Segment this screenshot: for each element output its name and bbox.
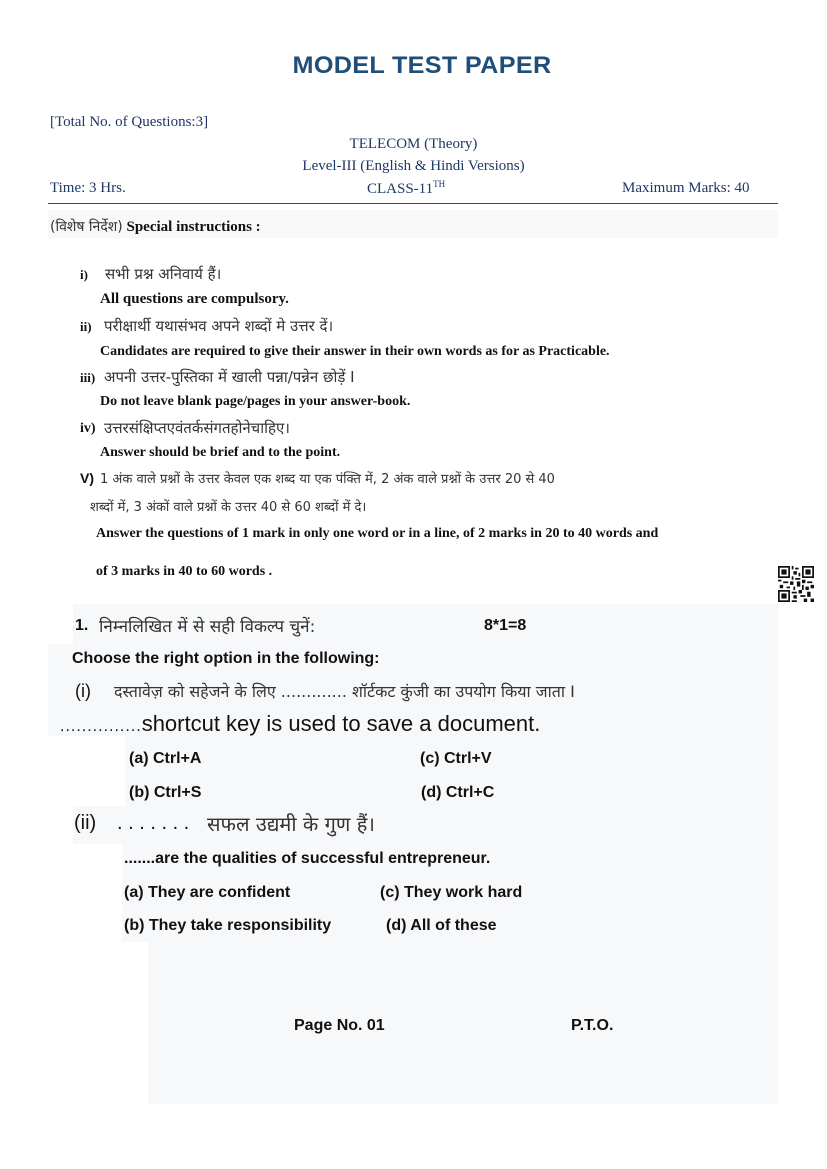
instruction-3-english: Do not leave blank page/pages in your answer-book.	[100, 394, 411, 409]
part-i-option-b: (b) Ctrl+S	[129, 784, 202, 801]
instruction-3-hindi: अपनी उत्तर-पुस्तिका में खाली पन्ना/पन्नेन छोड़ें I	[104, 368, 355, 386]
part-i-option-d: (d) Ctrl+C	[421, 784, 495, 801]
part-i-number: (i)	[75, 681, 91, 701]
part-i-english-text: shortcut key is used to save a document.	[141, 711, 541, 736]
instruction-5-english-line1: Answer the questions of 1 mark in only one word or in a line, of 2 marks in 20 to 40 words and	[96, 526, 659, 541]
part-ii-option-c: (c) They work hard	[380, 884, 523, 901]
instruction-5-english-line2: of 3 marks in 40 to 60 words .	[96, 564, 273, 579]
footer-shade	[148, 942, 778, 1104]
level: Level-III (English & Hindi Versions)	[302, 158, 525, 174]
question-1-english: Choose the right option in the following:	[72, 650, 380, 667]
question-1-hindi: निम्नलिखित में से सही विकल्प चुनें:	[99, 617, 316, 637]
instruction-4-hindi: उत्तरसंक्षिप्तएवंतर्कसंगतहोनेचाहिए।	[104, 419, 290, 437]
part-i-english	[60, 711, 540, 737]
instruction-3-num: iii)	[80, 370, 96, 385]
instructions-heading-hindi: (विशेष निर्देश)	[50, 219, 123, 235]
part-ii-hindi: सफल उद्यमी के गुण हैं।	[207, 812, 375, 836]
instruction-2-english: Candidates are required to give their answer in their own words as for as Practicable.	[100, 344, 610, 359]
page-number: Page No. 01	[294, 1017, 385, 1034]
question-1-marks: 8*1=8	[484, 617, 527, 634]
part-ii-number: (ii)	[74, 812, 97, 834]
instruction-5-hindi-line1: 1 अंक वाले प्रश्नों के उत्तर केवल एक शब्द या एक पंक्ति में, 2 अंक वाले प्रश्नों के उत्तर 20 से 40	[100, 472, 555, 487]
part-i-blank: ...............	[60, 718, 142, 735]
part-ii-option-d: (d) All of these	[386, 917, 497, 934]
instruction-1-hindi: सभी प्रश्न अनिवार्य हैं।	[105, 265, 222, 283]
part-ii-english: .......are the qualities of successful entrepreneur.	[124, 850, 491, 867]
subject: TELECOM (Theory)	[349, 136, 478, 152]
class-sup: TH	[433, 179, 446, 189]
part-i-option-a: (a) Ctrl+A	[129, 750, 202, 767]
part-ii-blank: . . . . . . .	[117, 812, 190, 834]
instruction-2-num: ii)	[80, 319, 92, 334]
header-divider	[48, 203, 778, 204]
please-turn-over: P.T.O.	[571, 1017, 614, 1034]
instruction-4-english: Answer should be brief and to the point.	[100, 445, 341, 460]
instruction-5-hindi-line2: शब्दों में, 3 अंकों वाले प्रश्नों के उत्तर 40 से 60 शब्दों में दे।	[90, 500, 367, 515]
part-ii-option-b: (b) They take responsibility	[124, 917, 332, 934]
question-1-number: 1.	[75, 617, 89, 634]
instruction-1-english: All questions are compulsory.	[100, 291, 289, 307]
instructions-heading	[50, 217, 261, 236]
part-i-option-c: (c) Ctrl+V	[420, 750, 492, 767]
qr-code-icon	[778, 565, 814, 603]
class-label: CLASS-11	[367, 181, 434, 197]
time: Time: 3 Hrs.	[50, 180, 126, 196]
part-i-hindi: दस्तावेज़ को सहेजने के लिए ............. शॉर्टकट कुंजी का उपयोग किया जाता I	[114, 682, 575, 701]
instruction-5-num: V)	[80, 470, 94, 486]
class	[367, 179, 445, 198]
max-marks: Maximum Marks: 40	[622, 180, 750, 196]
instruction-4-num: iv)	[80, 421, 96, 436]
page-title: MODEL TEST PAPER	[292, 52, 552, 79]
instruction-1-num: i)	[80, 267, 88, 282]
part-ii-option-a: (a) They are confident	[124, 884, 291, 901]
instruction-2-hindi: परीक्षार्थी यथासंभव अपने शब्दों मे उत्तर दें।	[104, 317, 334, 335]
total-questions: [Total No. of Questions:3]	[50, 114, 209, 130]
instructions-heading-english: Special instructions :	[126, 219, 261, 235]
